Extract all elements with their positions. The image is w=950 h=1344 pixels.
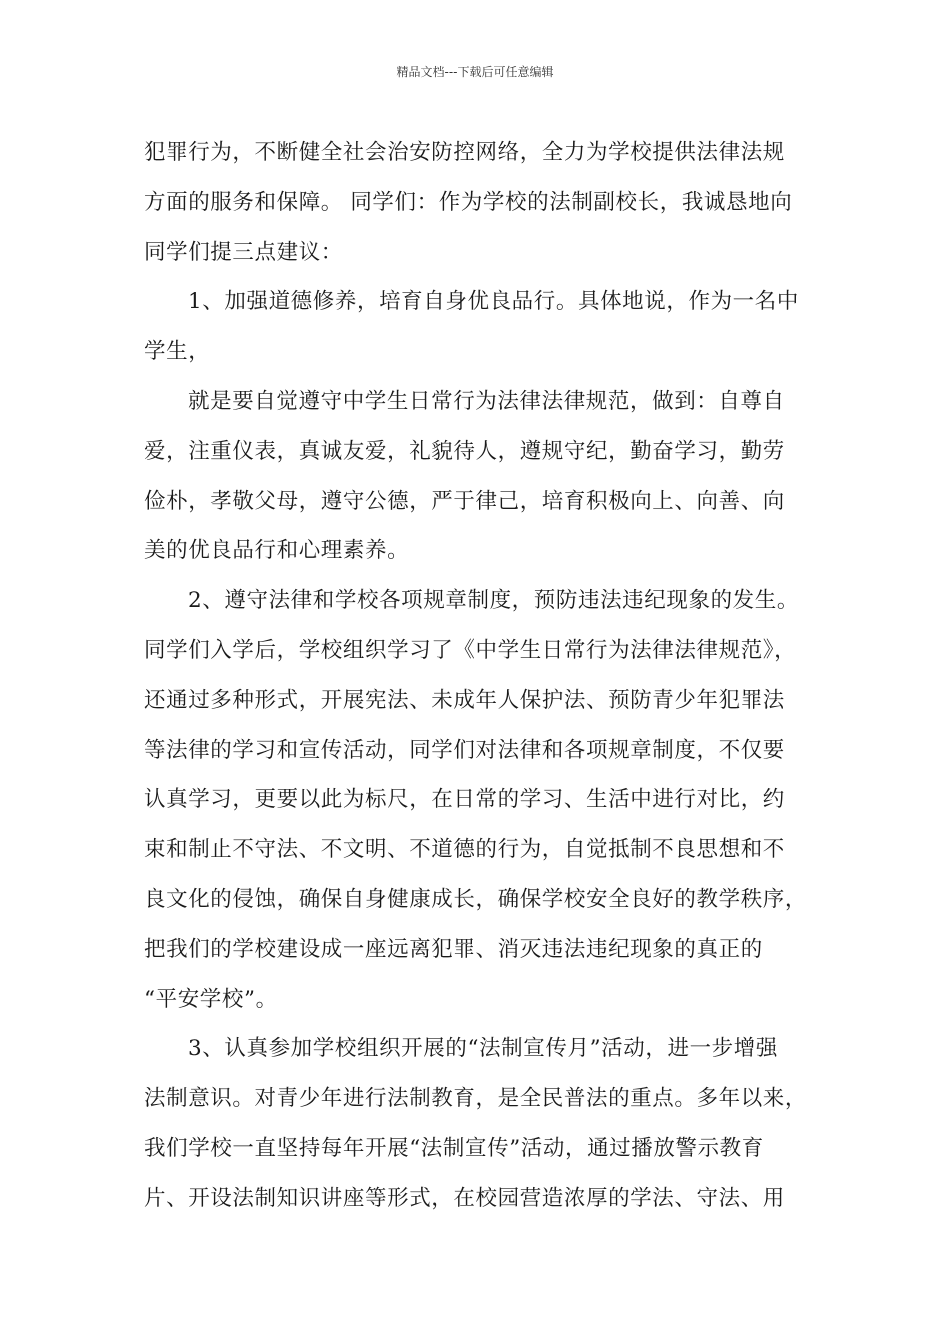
text-line: 美的优良品行和心理素养。 [144,538,410,564]
text-line: 还通过多种形式，开展宪法、未成年人保护法、预防青少年犯罪法 [144,687,785,713]
text-line: 片、开设法制知识讲座等形式，在校园营造浓厚的学法、守法、用 [144,1185,785,1211]
text-line: 等法律的学习和宣传活动，同学们对法律和各项规章制度，不仅要 [144,737,785,763]
text-line: 良文化的侵蚀，确保自身健康成长，确保学校安全良好的教学秩序， [144,886,808,912]
text-line: 1、加强道德修养，培育自身优良品行。具体地说，作为一名中 [188,289,799,315]
text-line: 认真学习，更要以此为标尺，在日常的学习、生活中进行对比，约 [144,787,785,813]
text-line: “平安学校”。 [144,986,278,1012]
text-line: 同学们提三点建议： [144,239,343,265]
text-line: 俭朴，孝敬父母，遵守公德，严于律己，培育积极向上、向善、向 [144,488,785,514]
text-line: 法制意识。对青少年进行法制教育，是全民普法的重点。多年以来， [144,1086,808,1112]
text-line: 束和制止不守法、不文明、不道德的行为，自觉抵制不良思想和不 [144,837,785,863]
text-line: 2、遵守法律和学校各项规章制度，预防违法违纪现象的发生。 [188,588,799,614]
text-line: 就是要自觉遵守中学生日常行为法律法律规范，做到：自尊自 [188,388,785,414]
text-line: 方面的服务和保障。 同学们：作为学校的法制副校长，我诚恳地向 [144,189,793,215]
document-body [144,133,816,1229]
text-line: 把我们的学校建设成一座远离犯罪、消灭违法违纪现象的真正的 [144,936,763,962]
text-line: 我们学校一直坚持每年开展“法制宣传”活动，通过播放警示教育 [144,1135,764,1161]
page-header: 精品文档---下载后可任意编辑 [396,65,554,79]
text-line: 3、认真参加学校组织开展的“法制宣传月”活动，进一步增强 [188,1036,778,1062]
text-line: 爱，注重仪表，真诚友爱，礼貌待人，遵规守纪，勤奋学习，勤劳 [144,438,785,464]
text-line: 学生， [144,339,211,365]
text-line: 犯罪行为，不断健全社会治安防控网络，全力为学校提供法律法规 [144,140,785,165]
text-line: 同学们入学后，学校组织学习了《中学生日常行为法律法律规范》， [144,637,797,663]
